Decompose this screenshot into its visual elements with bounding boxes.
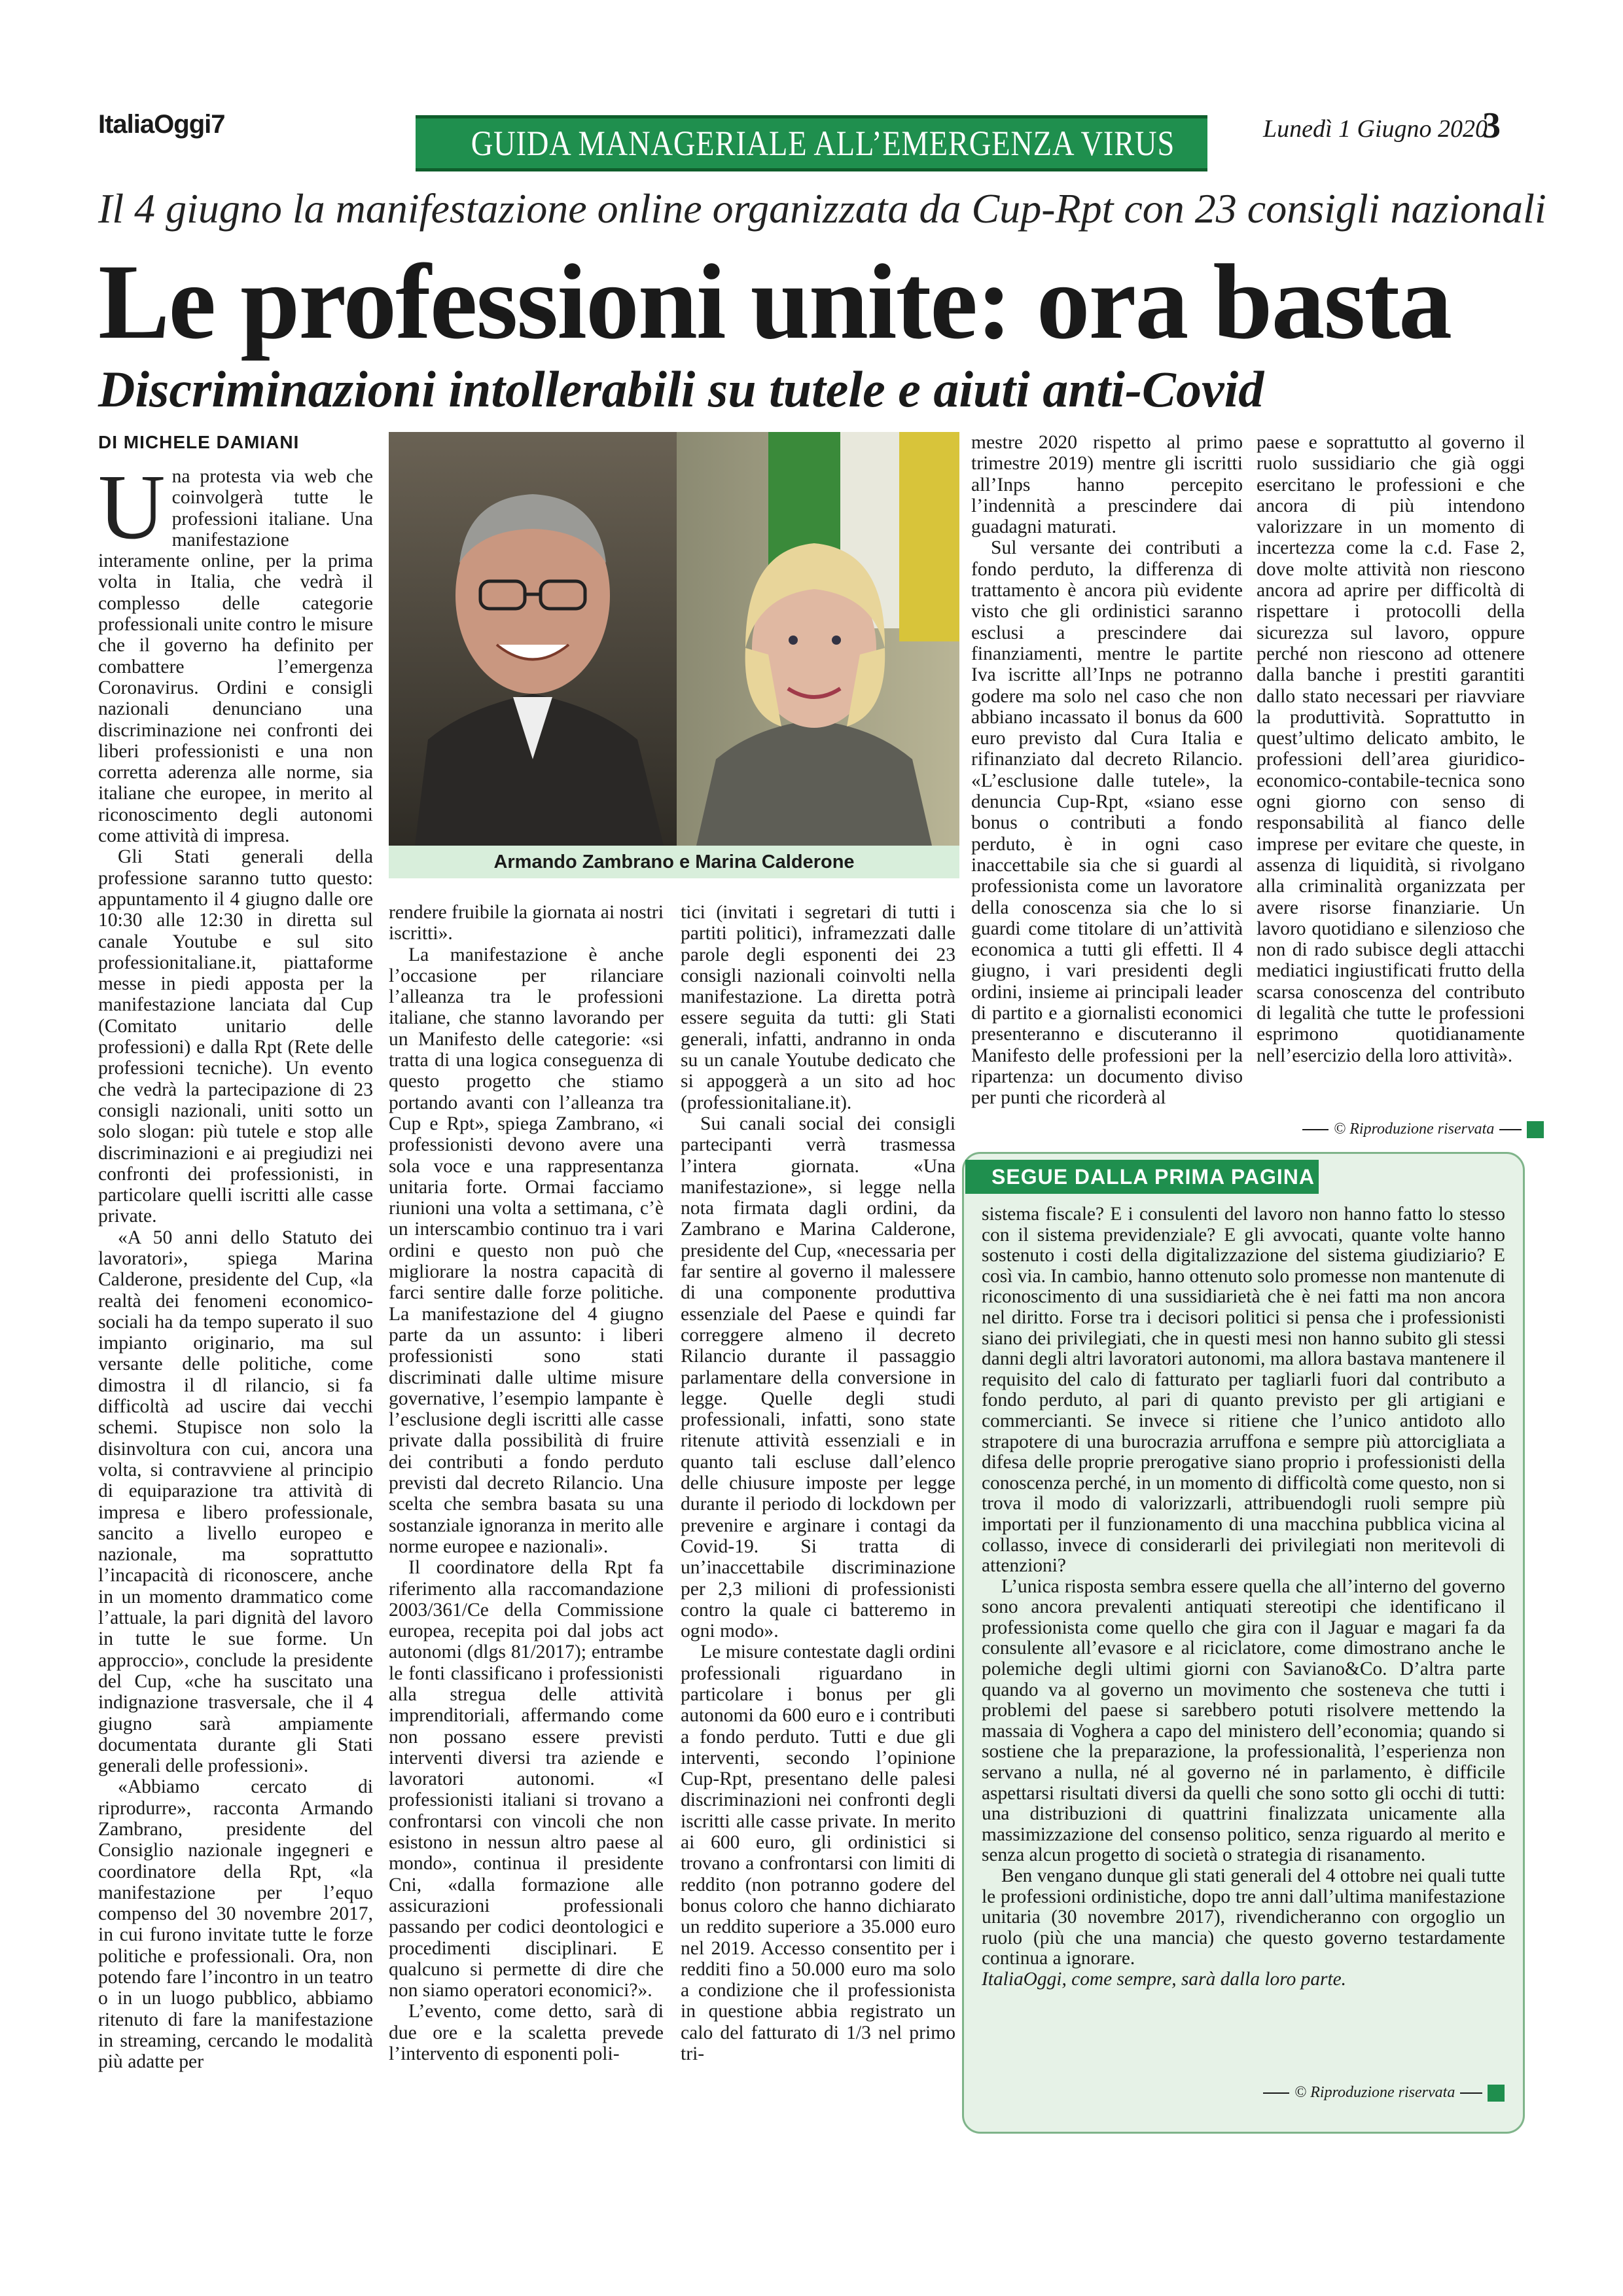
segue-tab	[965, 1160, 1319, 1194]
paragraph: tici (invitati i segretari di tutti i partiti politici), inframezzati dalle parole degli esponenti dei 23 consigli nazionali coinvolti nella manifestazione. La diretta potrà essere seguita da tutti: gli Stati generali, infatti, andranno in onda su un canale Youtube dedicato che si appoggerà a un sito ad hoc (professionitaliane.it).	[681, 902, 955, 1113]
copyright-text: © Riproduzione riservata	[1334, 1121, 1495, 1138]
article-photo	[389, 432, 959, 846]
paragraph: L’unica risposta sembra essere quella che all’interno del governo sono ancora prevalenti antiquati stereotipi che identificano il professionista come quello che gira con il Jaguar e magari fa da consulente all’evasore e al riciclatore, come dimostrano anche le polemiche degli ultimi giorni con Saviano&Co. D’altra parte quando va al governo un movimento che sosteneva che tutti i problemi del paese si sarebbero potuti risolvere mettendo la massaia di Voghera a capo del ministero dell’economia; quando si sostiene che la preparazione, la professionalità, l’esperienza non servano a nulla, né al governo né in parlamento, è difficile aspettarsi risultati diversi da quelli che sono sotto gli occhi di tutti: una distribuzioni di quattrini finalizzata unicamente alla massimizzazione del consenso politico, senza riguardo al merito e senza alcun progetto di società o strategia di risanamento.	[982, 1575, 1505, 1866]
article-column-3-top	[971, 432, 1243, 1145]
section-banner	[416, 115, 1207, 171]
paragraph: mestre 2020 rispetto al primo trimestre 2019) mentre gli iscritti all’Inps hanno percepito l’indennità a prescindere dai guadagni maturati.	[971, 432, 1243, 538]
paragraph: «A 50 anni dello Statuto dei lavoratori», spiega Marina Calderone, presidente del Cup, «la realtà dei fenomeni economico-sociali ha da tempo superato il suo impianto originario, ma sul versante delle politiche, come dimostra il dl rilancio, si fa difficoltà ad uscire dai vecchi schemi. Stupisce non solo la disinvoltura con cui, ancora una volta, si contravviene al principio di equiparazione tra attività di impresa e libero professionale, sancito a livello europeo e nazionale, ma soprattutto l’incapacità di riconoscere, anche in un momento drammatico come l’attuale, la pari dignità del lavoro in tutte le sue forme. Un approccio», conclude la presidente del Cup, «che ha suscitato una indignazione trasversale, che il 4 giugno sarà ampiamente documentata durante gli Stati generali delle professioni».	[98, 1227, 373, 1777]
paragraph: na protesta via web che coinvolgerà tutte le professioni italiane. Una manifestazione interamente online, per la prima volta in Italia, che vedrà il complesso delle categorie professionali unite contro le misure che il governo ha definito per combattere l’emergenza Coronavirus. Ordini e consigli nazionali denunciano una discriminazione nei confronti dei liberi professionisti e una non corretta aderenza alle norme, sia italiane che europee, in merito al riconoscimento degli autonomi come attività di impresa.	[98, 466, 373, 847]
article-kicker: Il 4 giugno la manifestazione online organizzata da Cup-Rpt con 23 consigli nazionali	[98, 185, 1546, 232]
paragraph: Le misure contestate dagli ordini professionali riguardano in particolare i bonus per gli autonomi da 600 euro e i contributi a fondo perduto. Tutti e due gli interventi, secondo l’opinione Cup-Rpt, presentano delle palesi discriminazioni nei confronti degli iscritti alle casse private. In merito ai 600 euro, gli ordinistici si trovano a confrontarsi con limiti di reddito (non potranno godere del bonus coloro che hanno dichiarato un reddito superiore a 35.000 euro nel 2019. Accesso consentito per i redditi fino a 50.000 euro ma solo a condizione che il professionista in questione abbia registrato un calo del fatturato di 1/3 nel primo tri-	[681, 1641, 955, 2065]
paragraph: sistema fiscale? E i consulenti del lavoro non hanno fatto lo stesso con il sistema previdenziale? E gli avvocati, quante volte hanno sostenuto i costi della digitalizzazione del sistema giudiziario? E così via. In cambio, hanno ottenuto solo promesse non mantenute di riconoscimento di una sussidiarietà che è nei fatti ma non ancora nel diritto. Forse tra i decisori politici si pensa che i professionisti siano dei privilegiati, che in questi mesi non hanno subito gli stessi danni degli altri lavoratori autonomi, ma allora bastava mantenere il requisito del calo di fatturato per tagliarli fuori dal contributo a fondo perduto, al pari di quanto previsto per gli artigiani e commercianti. Se invece si ritiene che l’unico antidoto allo strapotere di una burocrazia arruffona e sempre più attorcigliata a difesa delle proprie prerogative siano proprio i professionisti della conoscenza perché, in un momento di difficoltà come questo, non si trova il modo di valorizzarli, attribuendogli ruoli sempre più importati per il funzionamento di una macchina pubblica vicina al collasso, invece di considerarli dei privilegiati non meritevoli di attenzioni?	[982, 1204, 1505, 1577]
paragraph: «Abbiamo cercato di riprodurre», racconta Armando Zambrano, presidente del Consiglio nazionale ingegneri e coordinatore della Rpt, «la manifestazione per l’equo compenso del 30 novembre 2017, in cui furono invitate tutte le forze politiche e professionali. Ora, non potendo fare l’incontro in un teatro o in un luogo pubblico, abbiamo ritenuto di fare la manifestazione in streaming, cercando le modalità più adatte per	[98, 1776, 373, 2073]
article-column-3	[681, 902, 955, 2122]
end-mark-icon	[1488, 2085, 1505, 2102]
paragraph: Il coordinatore della Rpt fa riferimento alla raccomandazione 2003/361/Ce della Commissione europea, recepita poi dal jobs act autonomi (dlgs 81/2017); entrambe le fonti classificano i professionisti alla stregua delle attività imprenditoriali, affermando come non possano essere previsti interventi diversi tra aziende e lavoratori autonomi. «I professionisti italiani si trovano a confrontarsi con vincoli che non esistono in nessun altro paese al mondo», continua il presidente Cni, «dalla formazione alle assicurazioni professionali passando per codici deontologici e procedimenti disciplinari. E qualcuno si permette di dire che non siamo operatori economici?».	[389, 1557, 664, 2001]
paragraph: Ben vengano dunque gli stati generali del 4 ottobre nei quali tutte le professioni ordinistiche, dopo tre anni dall’ultima manifestazione unitaria (30 novembre 2017), rivendicheranno con orgoglio un ruolo (più che una mancia) che questo governo testardamente continua a ignorare.	[982, 1865, 1505, 1969]
drop-cap: U	[98, 466, 166, 558]
copyright-note	[1302, 1121, 1544, 1138]
photo-caption: Armando Zambrano e Marina Calderone	[389, 846, 959, 878]
publication-logo: ItaliaOggi7	[98, 110, 225, 139]
section-title: GUIDA MANAGERIALE ALL’EMERGENZA VIRUS	[471, 124, 1175, 163]
article-column-4	[1257, 432, 1525, 1119]
copyright-text: © Riproduzione riservata	[1294, 2084, 1455, 2101]
issue-date: Lunedì 1 Giugno 2020	[1263, 115, 1488, 143]
paragraph: rendere fruibile la giornata ai nostri iscritti».	[389, 902, 664, 944]
segue-tab-label: SEGUE DALLA PRIMA PAGINA	[991, 1165, 1315, 1189]
page-number: 3	[1482, 105, 1501, 146]
byline: DI MICHELE DAMIANI	[98, 432, 300, 452]
paragraph: Sui canali social dei consigli partecipanti verrà trasmessa l’intera giornata. «Una manifestazione», si legge nella nota firmata dagli ordini, da Zambrano e Marina Calderone, presidente del Cup, «necessaria per far sentire al governo il malessere di una componente produttiva essenziale del Paese e quindi far correggere almeno il decreto Rilancio durante il passaggio parlamentare della conversione in legge. Quelle degli studi professionali, infatti, sono state ritenute attività essenziali e in quanto tali escluse dall’elenco delle chiusure imposte per legge durante il periodo di lockdown per prevenire e arginare i contagi da Covid-19. Si tratta di un’inaccettabile discriminazione per 2,3 milioni di professionisti contro la quale ci batteremo in ogni modo».	[681, 1113, 955, 1642]
article-subhead: Discriminazioni intollerabili su tutele e aiuti anti-Covid	[98, 361, 1264, 418]
paragraph: L’evento, come detto, sarà di due ore e la scaletta prevede l’intervento di esponenti poli-	[389, 2001, 664, 2065]
portrait-image	[389, 432, 959, 846]
article-column-2	[389, 902, 664, 2122]
article-column-1	[98, 466, 373, 2122]
segue-copyright-note	[1263, 2084, 1505, 2102]
segue-text	[982, 1204, 1505, 2075]
paragraph: La manifestazione è anche l’occasione per rilanciare l’alleanza tra le professioni italiane, che stanno lavorando per un Manifesto delle categorie: «si tratta di una logica conseguenza di questo progetto che stiamo portando avanti con l’alleanza tra Cup e Rpt», spiega Zambrano, «i professionisti devono avere una sola voce e una rappresentanza unitaria forte. Ormai facciamo riunioni una volta a settimana, c’è un interscambio continuo tra i vari ordini e questo non può che migliorare la nostra capacità di farci sentire dalle forze politiche. La manifestazione del 4 giugno parte da un assunto: i liberi professionisti sono stati discriminati dalle ultime misure governative, l’esempio lampante è l’esclusione degli iscritti alle casse private dalla possibilità di fruire dei contributi a fondo perduto previsti dal decreto Rilancio. Una scelta che sembra basata su una sostanziale ignoranza in merito alle norme europee e nazionali».	[389, 944, 664, 1557]
paragraph: Sul versante dei contributi a fondo perduto, la differenza di trattamento è ancora più evidente visto che gli ordinistici saranno esclusi a prescindere dai finanziamenti, mentre le partite Iva iscritte all’Inps ne potranno godere ma solo nel caso che non abbiano incassato il bonus da 600 euro previsto dal Cura Italia e rifinanziato dal decreto Rilancio. «L’esclusione dalle tutele», la denuncia Cup-Rpt, «siano esse bonus o contributi a fondo perduto, è in ogni caso inaccettabile sia che si guardi al professionista come un lavoratore della conoscenza sia che lo si guardi come titolare di un’attività economica a tutti gli effetti. Il 4 giugno, i vari presidenti degli ordini, insieme ai principali leader di partito e a giornalisti economici presenteranno e discuteranno il Manifesto delle professioni per la ripartenza: un documento diviso per punti che ricorderà al	[971, 537, 1243, 1109]
end-mark-icon	[1527, 1121, 1544, 1138]
paragraph: ItaliaOggi, come sempre, sarà dalla loro parte.	[982, 1968, 1347, 1990]
paragraph: Gli Stati generali della professione saranno tutto questo: appuntamento il 4 giugno dalle ore 10:30 alle 12:30 in diretta sul canale Youtube e sul sito professionitaliane.it, piattaforme messe in piedi apposta per la manifestazione lanciata dal Cup (Comitato unitario delle professioni) e dalla Rpt (Rete delle professioni tecniche). Un evento che vedrà la partecipazione di 23 consigli nazionali, uniti sotto un solo slogan: più tutele e stop alle discriminazioni e ai pregiudizi nei confronti dei professionisti, in particolare quelli iscritti alle casse private.	[98, 846, 373, 1227]
paragraph: paese e soprattutto al governo il ruolo sussidiario che già oggi esercitano le professioni e che ancora di più intendono valorizzare in un momento di incertezza come la c.d. Fase 2, dove molte attività non riescono ancora ad aprire per difficoltà di rispettare i protocolli della sicurezza sul lavoro, oppure perché non riescono ad ottenere dalla banche i prestiti garantiti dallo stato necessari per riavviare la produttività. Soprattutto in quest’ultimo delicato ambito, le professioni dell’area giuridico-economico-contabile-tecnica sono ogni giorno con senso di responsabilità al fianco delle imprese per evitare che queste, in assenza di liquidità, si rivolgano alla criminalità organizzata per avere risorse finanziarie. Un lavoro quotidiano e silenzioso che non di rado subisce degli attacchi mediatici ingiustificati frutto della scarsa conoscenza del contributo di legalità che tutte le professioni esprimono quotidianamente nell’esercizio della loro attività».	[1257, 432, 1525, 1066]
article-headline: Le professioni unite: ora basta	[98, 243, 1452, 361]
